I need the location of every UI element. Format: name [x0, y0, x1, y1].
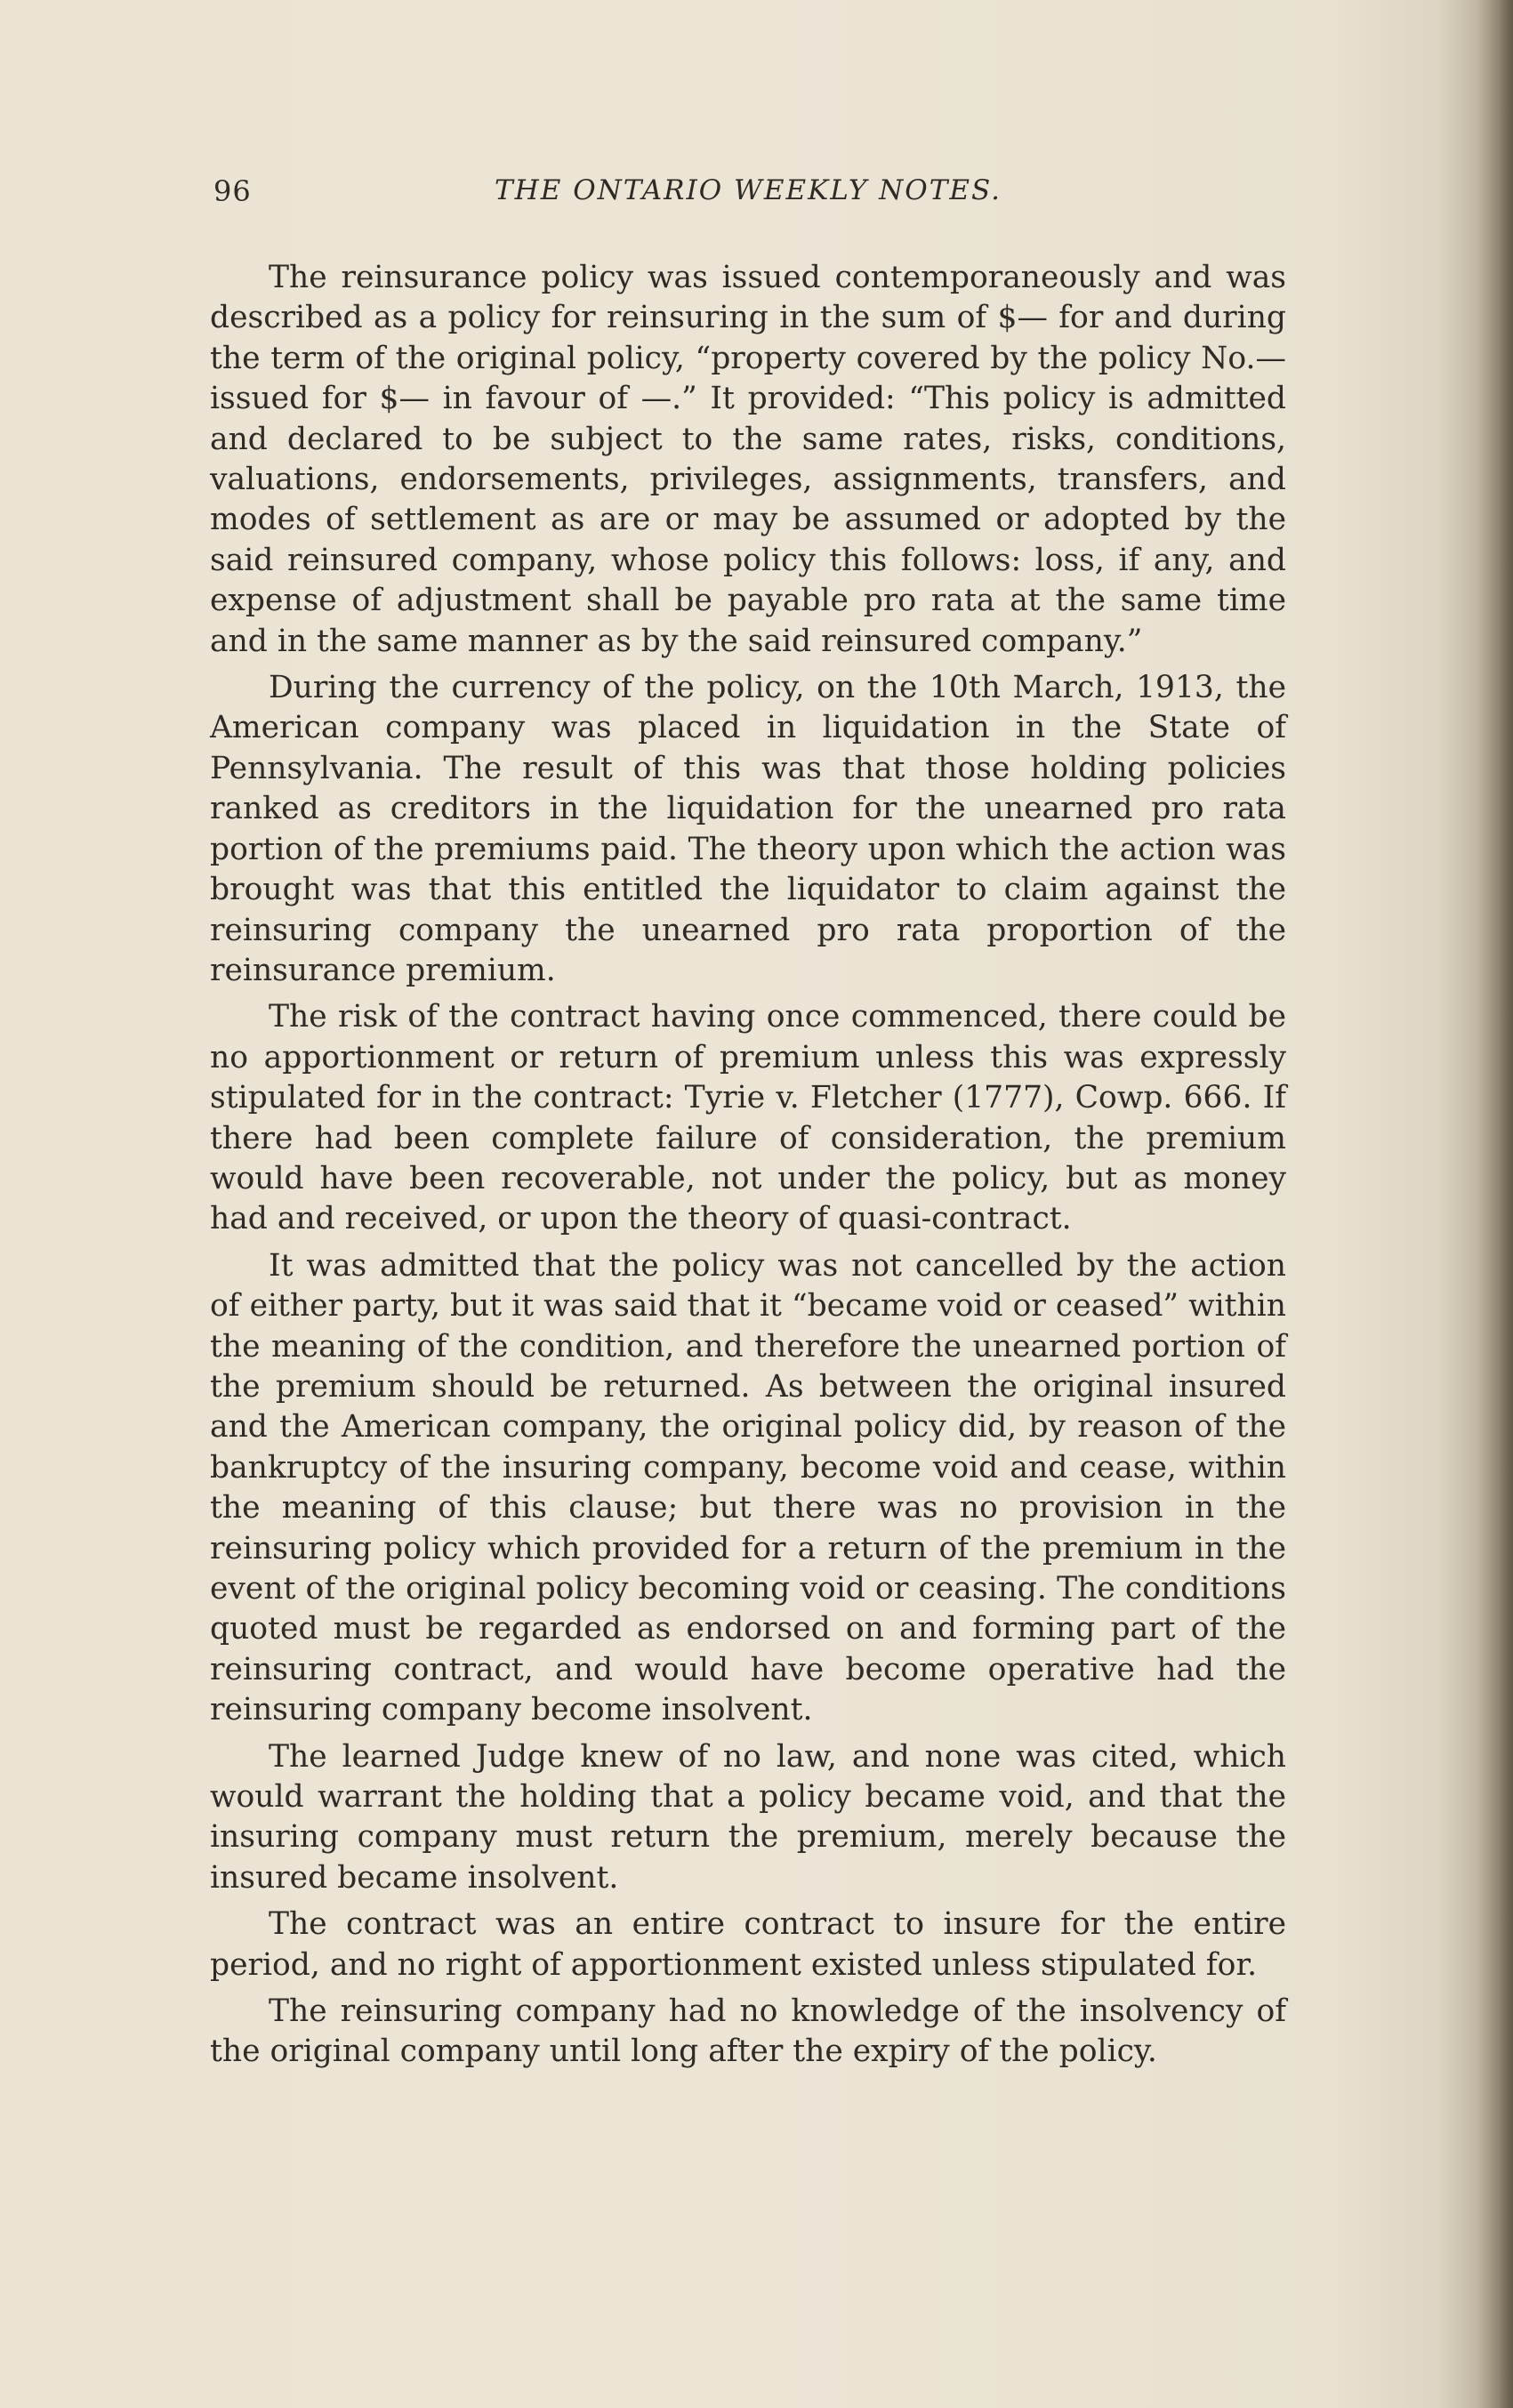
- page-edge-shadow: [1477, 0, 1513, 2408]
- paragraph: The reinsuring company had no knowledge of the insolvency of the original company until long after the expiry of the policy.: [210, 1993, 1286, 2070]
- paragraph: The learned Judge knew of no law, and none was cited, which would warrant the holding that a policy became void, and that the insuring company must return the premium, merely because the insured became insolvent.: [210, 1738, 1286, 1896]
- body-text: [210, 258, 1286, 2073]
- paragraph: It was admitted that the policy was not cancelled by the action of either party, but it was said that it “became void or ceased” within the meaning of the condition, and therefore the unearned portion of the premium should be returned. As between the original insured and the American company, the original policy did, by reason of the bankruptcy of the insuring company, become void and cease, within the meaning of this clause; but there was no provision in the reinsuring policy which provided for a return of the premium in the event of the original policy becoming void or ceasing. The conditions quoted must be regarded as endorsed on and forming part of the reinsuring contract, and would have become operative had the reinsuring company become insolvent.: [210, 1247, 1286, 1728]
- paragraph: The contract was an entire contract to insure for the entire period, and no right of apportionment existed unless stipulated for.: [210, 1906, 1286, 1983]
- running-title: THE ONTARIO WEEKLY NOTES.: [495, 174, 1002, 206]
- paragraph: During the currency of the policy, on the 10th March, 1913, the American company was placed in liquidation in the State of Pennsylvania. The result of this was that those holding policies ranked as creditors in the liquidation for the unearned pro rata portion of the premiums paid. The theory upon which the action was brought was that this entitled the liquidator to claim against the reinsuring company the unearned pro rata proportion of the reinsurance premium.: [210, 670, 1286, 988]
- page-number: 96: [213, 174, 252, 208]
- page-header: [210, 174, 1286, 221]
- paragraph: The reinsurance policy was issued contemporaneously and was described as a policy for reinsuring in the sum of $— for and during the term of the original policy, “property covered by the policy No.— issued for $— in favour of —.” It provided: “This policy is admitted and declared to be subject to the same rates, risks, conditions, valuations, endorsements, privileges, assignments, transfers, and modes of settlement as are or may be assumed or adopted by the said reinsured company, whose policy this follows: loss, if any, and expense of adjustment shall be payable pro rata at the same time and in the same manner as by the said reinsured company.”: [210, 260, 1286, 659]
- paragraph: The risk of the contract having once commenced, there could be no apportionment or return of premium unless this was expressly stipulated for in the contract: Tyrie v. Fletcher (1777), Cowp. 666. If there had been complete failure of consideration, the premium would have been recoverable, not under the policy, but as money had and received, or upon the theory of quasi-contract.: [210, 999, 1286, 1237]
